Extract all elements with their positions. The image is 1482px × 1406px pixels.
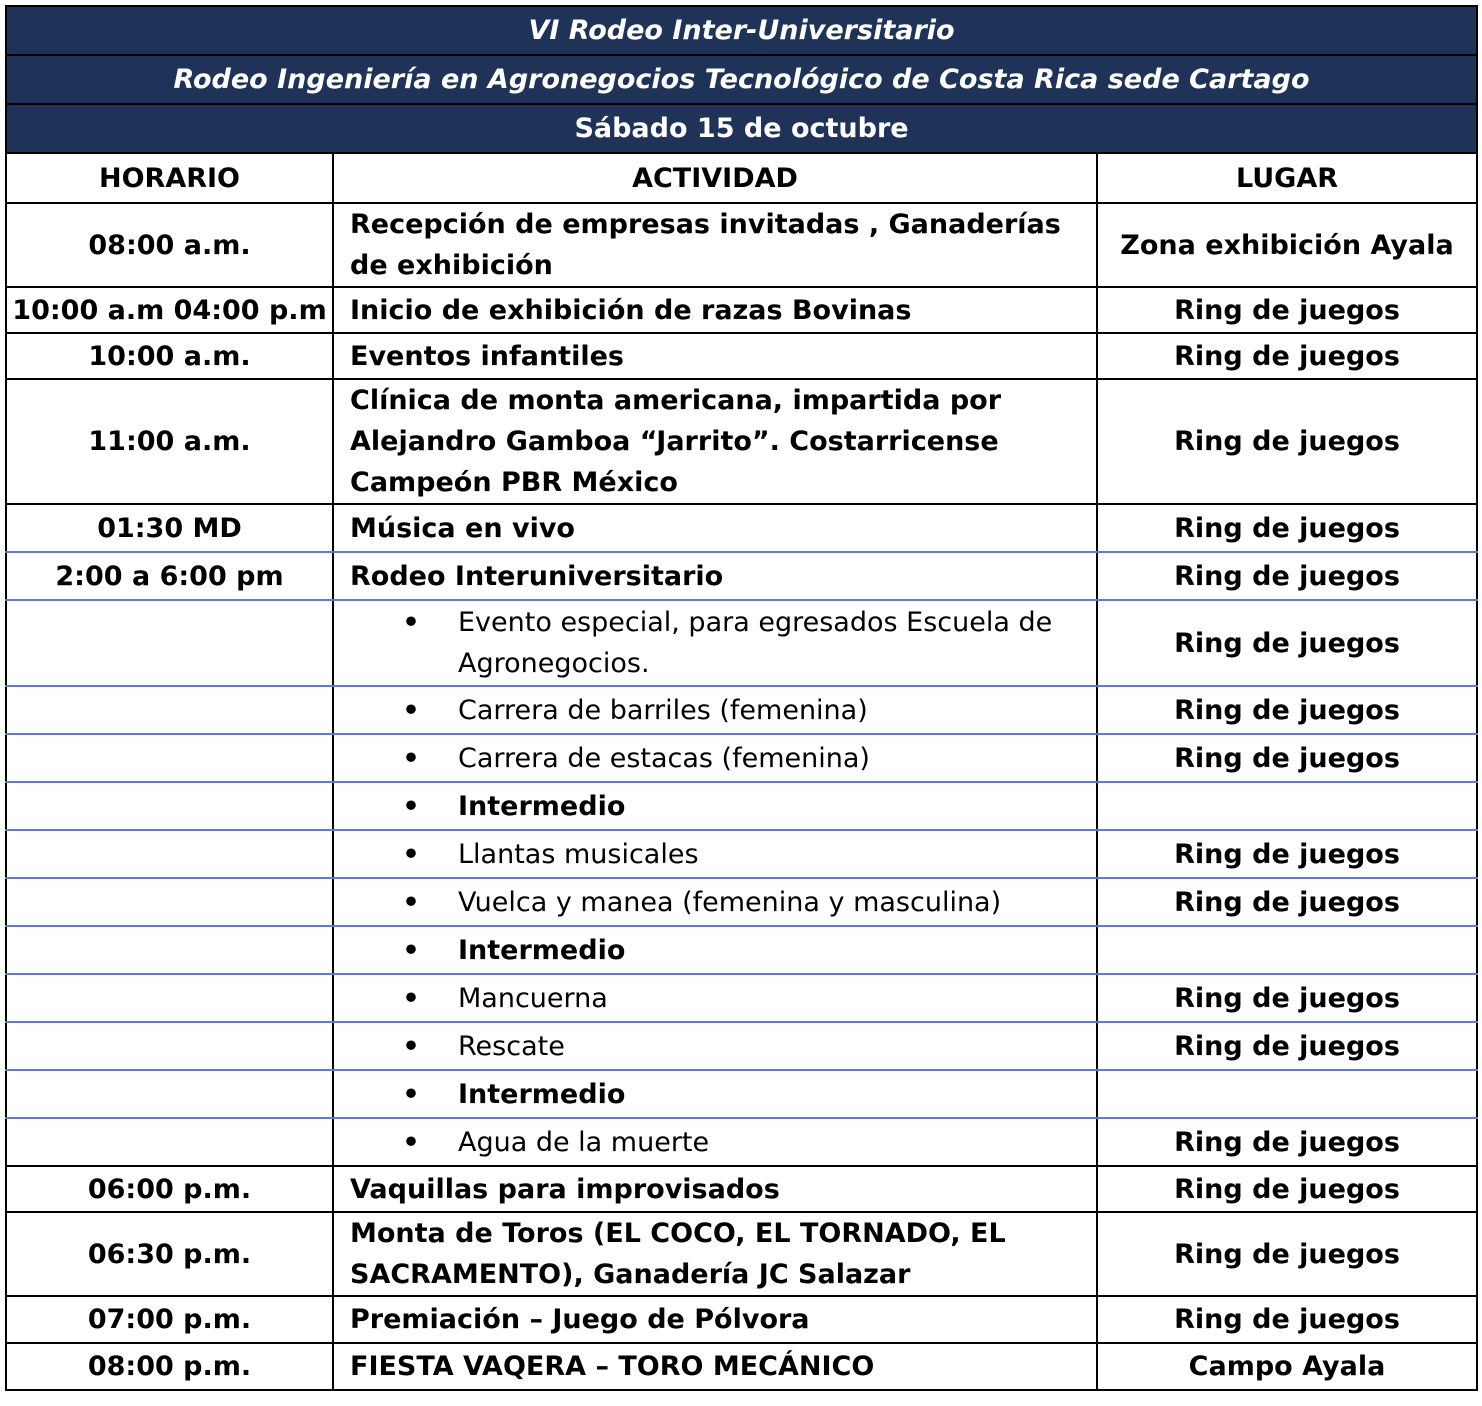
event-subtitle: Rodeo Ingeniería en Agronegocios Tecnológico de Costa Rica sede Cartago xyxy=(6,55,1477,104)
header-place: LUGAR xyxy=(1097,153,1477,203)
activity-cell xyxy=(333,974,1097,1022)
activity-cell: Recepción de empresas invitadas , Ganaderías de exhibición xyxy=(333,203,1097,287)
header-row xyxy=(6,153,1477,203)
table-row xyxy=(6,1343,1477,1390)
table-row xyxy=(6,379,1477,504)
activity-text: Mancuerna xyxy=(458,982,608,1014)
place-cell xyxy=(1097,1070,1477,1118)
place-cell: Ring de juegos xyxy=(1097,379,1477,504)
activity-cell: FIESTA VAQERA – TORO MECÁNICO xyxy=(333,1343,1097,1390)
time-cell xyxy=(6,782,333,830)
place-cell xyxy=(1097,926,1477,974)
time-cell: 10:00 a.m. xyxy=(6,333,333,379)
time-cell: 2:00 a 6:00 pm xyxy=(6,552,333,600)
activity-cell xyxy=(333,830,1097,878)
bullet-icon: • xyxy=(402,838,420,870)
activity-cell xyxy=(333,686,1097,734)
table-row xyxy=(6,830,1477,878)
time-cell xyxy=(6,1022,333,1070)
place-cell: Ring de juegos xyxy=(1097,1212,1477,1296)
title-row xyxy=(6,6,1477,55)
activity-text: Intermedio xyxy=(458,1078,626,1110)
activity-cell: Premiación – Juego de Pólvora xyxy=(333,1296,1097,1343)
activity-text: Carrera de barriles (femenina) xyxy=(458,694,868,726)
bullet-icon: • xyxy=(402,982,420,1014)
table-row xyxy=(6,287,1477,333)
time-cell: 08:00 a.m. xyxy=(6,203,333,287)
activity-cell xyxy=(333,878,1097,926)
time-cell: 06:30 p.m. xyxy=(6,1212,333,1296)
place-cell xyxy=(1097,782,1477,830)
place-cell: Ring de juegos xyxy=(1097,974,1477,1022)
table-row xyxy=(6,1118,1477,1166)
time-cell xyxy=(6,926,333,974)
place-cell: Zona exhibición Ayala xyxy=(1097,203,1477,287)
place-cell: Ring de juegos xyxy=(1097,287,1477,333)
bullet-icon: • xyxy=(402,694,420,726)
activity-cell: Vaquillas para improvisados xyxy=(333,1166,1097,1212)
activity-cell: Clínica de monta americana, impartida por Alejandro Gamboa “Jarrito”. Costarricense Campeón PBR México xyxy=(333,379,1097,504)
table-row xyxy=(6,974,1477,1022)
activity-text: Rescate xyxy=(458,1030,565,1062)
activity-text: Agua de la muerte xyxy=(458,1126,710,1158)
time-cell: 07:00 p.m. xyxy=(6,1296,333,1343)
place-cell: Ring de juegos xyxy=(1097,686,1477,734)
place-cell: Ring de juegos xyxy=(1097,878,1477,926)
bullet-icon: • xyxy=(402,607,420,638)
activity-cell: Inicio de exhibición de razas Bovinas xyxy=(333,287,1097,333)
time-cell xyxy=(6,686,333,734)
table-row xyxy=(6,1296,1477,1343)
table-row xyxy=(6,1022,1477,1070)
place-cell: Ring de juegos xyxy=(1097,600,1477,686)
table-row xyxy=(6,926,1477,974)
time-cell xyxy=(6,974,333,1022)
place-cell: Ring de juegos xyxy=(1097,734,1477,782)
place-cell: Ring de juegos xyxy=(1097,1118,1477,1166)
event-title: VI Rodeo Inter-Universitario xyxy=(6,6,1477,55)
activity-text: Vuelca y manea (femenina y masculina) xyxy=(458,886,1002,918)
activity-cell xyxy=(333,1118,1097,1166)
time-cell xyxy=(6,1070,333,1118)
place-cell: Ring de juegos xyxy=(1097,504,1477,552)
table-row xyxy=(6,878,1477,926)
bullet-icon: • xyxy=(402,742,420,774)
subtitle-row xyxy=(6,55,1477,104)
activity-cell xyxy=(333,1022,1097,1070)
place-cell: Campo Ayala xyxy=(1097,1343,1477,1390)
table-row xyxy=(6,1070,1477,1118)
activity-text: Llantas musicales xyxy=(458,838,699,870)
activity-text: Carrera de estacas (femenina) xyxy=(458,742,870,774)
time-cell: 01:30 MD xyxy=(6,504,333,552)
activity-cell xyxy=(333,926,1097,974)
table-row xyxy=(6,1166,1477,1212)
time-cell xyxy=(6,830,333,878)
bullet-icon: • xyxy=(402,790,420,822)
table-row xyxy=(6,600,1477,686)
bullet-icon: • xyxy=(402,1030,420,1062)
place-cell: Ring de juegos xyxy=(1097,1296,1477,1343)
place-cell: Ring de juegos xyxy=(1097,830,1477,878)
time-cell: 06:00 p.m. xyxy=(6,1166,333,1212)
table-row xyxy=(6,782,1477,830)
schedule-table xyxy=(5,5,1478,1391)
table-row xyxy=(6,552,1477,600)
table-row xyxy=(6,686,1477,734)
activity-cell: Música en vivo xyxy=(333,504,1097,552)
bullet-icon: • xyxy=(402,934,420,966)
activity-cell: Monta de Toros (EL COCO, EL TORNADO, EL SACRAMENTO), Ganadería JC Salazar xyxy=(333,1212,1097,1296)
place-cell: Ring de juegos xyxy=(1097,333,1477,379)
activity-cell xyxy=(333,600,1097,686)
activity-cell xyxy=(333,1070,1097,1118)
activity-text: Intermedio xyxy=(458,790,626,822)
table-row xyxy=(6,734,1477,782)
place-cell: Ring de juegos xyxy=(1097,552,1477,600)
time-cell xyxy=(6,734,333,782)
bullet-icon: • xyxy=(402,886,420,918)
header-activity: ACTIVIDAD xyxy=(333,153,1097,203)
table-row xyxy=(6,203,1477,287)
table-row xyxy=(6,504,1477,552)
header-time: HORARIO xyxy=(6,153,333,203)
table-row xyxy=(6,333,1477,379)
table-row xyxy=(6,1212,1477,1296)
time-cell: 08:00 p.m. xyxy=(6,1343,333,1390)
activity-text: Evento especial, para egresados Escuela de Agronegocios. xyxy=(458,607,1053,679)
activity-cell xyxy=(333,782,1097,830)
date-row xyxy=(6,104,1477,153)
time-cell: 10:00 a.m 04:00 p.m xyxy=(6,287,333,333)
bullet-icon: • xyxy=(402,1078,420,1110)
activity-cell xyxy=(333,734,1097,782)
activity-cell: Eventos infantiles xyxy=(333,333,1097,379)
activity-cell: Rodeo Interuniversitario xyxy=(333,552,1097,600)
activity-text: Intermedio xyxy=(458,934,626,966)
time-cell: 11:00 a.m. xyxy=(6,379,333,504)
bullet-icon: • xyxy=(402,1126,420,1158)
place-cell: Ring de juegos xyxy=(1097,1022,1477,1070)
time-cell xyxy=(6,600,333,686)
place-cell: Ring de juegos xyxy=(1097,1166,1477,1212)
event-date: Sábado 15 de octubre xyxy=(6,104,1477,153)
time-cell xyxy=(6,878,333,926)
time-cell xyxy=(6,1118,333,1166)
